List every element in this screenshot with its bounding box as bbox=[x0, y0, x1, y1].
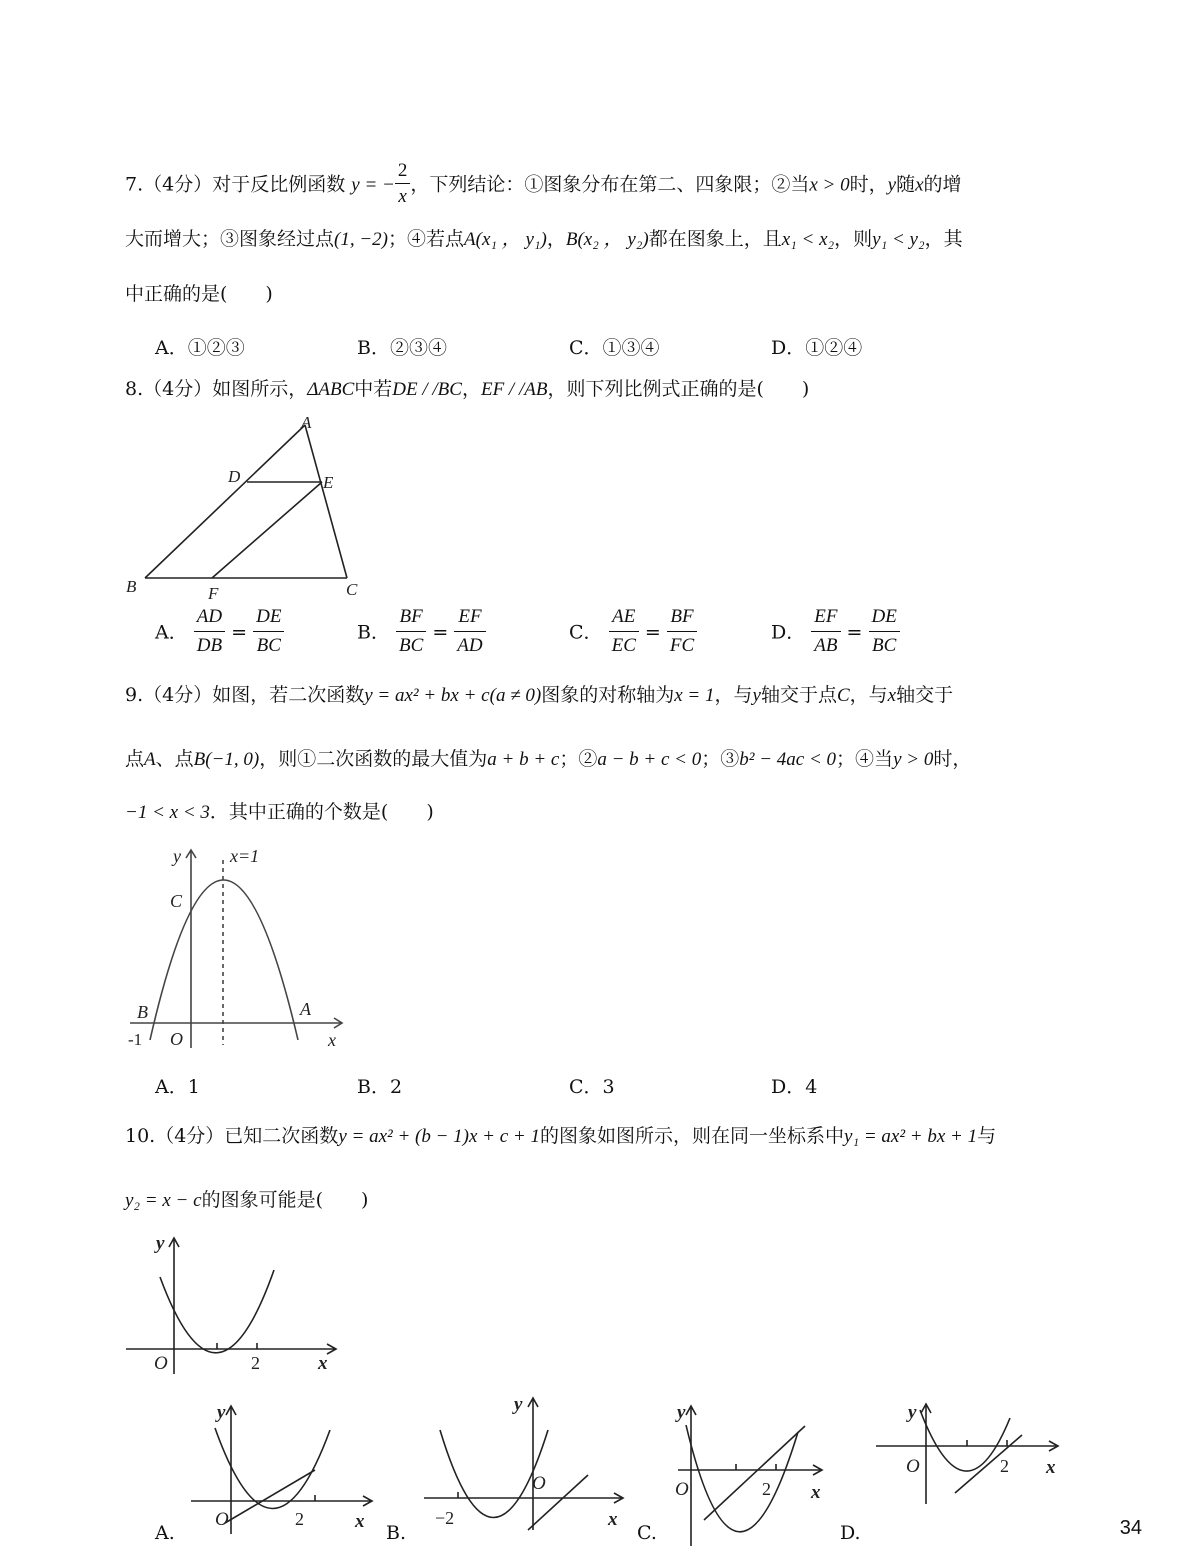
q9-option-c: C．3 bbox=[569, 1076, 615, 1098]
label-x: x bbox=[1046, 1457, 1056, 1478]
q7-option-a: A．①②③ bbox=[155, 337, 245, 359]
label-c: C bbox=[346, 580, 358, 599]
q8-stem: 8.（4分）如图所示，ΔABC中若DE / /BC，EF / /AB，则下列比例式正确的是( ) bbox=[125, 378, 810, 400]
label-y: y bbox=[217, 1402, 226, 1423]
q7-option-c: C．①③④ bbox=[569, 337, 660, 359]
page-number: 34 bbox=[1119, 1517, 1142, 1539]
q8-option-d: D． $\frac{EF}{AB}$ = $\frac{DE}{BC}$ bbox=[771, 608, 900, 659]
q7-option-b: B．②③④ bbox=[357, 337, 447, 359]
label-x: x bbox=[608, 1509, 618, 1530]
label-o: O bbox=[906, 1456, 920, 1477]
label-y: y bbox=[173, 846, 181, 866]
label-a: A bbox=[300, 999, 311, 1019]
q10-option-a-graph bbox=[185, 1398, 380, 1538]
label-tick: 2 bbox=[762, 1479, 771, 1499]
label-tick: 2 bbox=[1000, 1456, 1009, 1476]
q7-line-2: 大而增大；③图象经过点(1, −2)；④若点A(x₁ ， y₁)，B(x₂ ， y₂)都在图象上，且x₁ < x₂，则y₁ < y₂，其 bbox=[125, 228, 963, 250]
label-x: x bbox=[318, 1353, 328, 1374]
label-o: O bbox=[170, 1029, 183, 1049]
q7-line-3: 中正确的是( ) bbox=[125, 283, 273, 305]
label-b: B bbox=[137, 1002, 148, 1022]
q10-line-1: 10.（4分）已知二次函数y = ax² + (b − 1)x + c + 1的图象如图所示，则在同一坐标系中y₁ = ax² + bx + 1与 bbox=[125, 1125, 997, 1147]
q9-parabola-figure bbox=[120, 840, 360, 1055]
label-y: y bbox=[677, 1402, 686, 1423]
q8-option-c: C． $\frac{AE}{EC}$ = $\frac{BF}{FC}$ bbox=[569, 608, 697, 659]
label-e: E bbox=[323, 473, 334, 492]
label-d: D bbox=[228, 467, 241, 486]
q9-option-d: D．4 bbox=[771, 1076, 818, 1098]
q9-line-3: −1 < x < 3．其中正确的个数是( ) bbox=[125, 801, 434, 823]
q10-option-c-graph bbox=[672, 1400, 832, 1550]
label-o: O bbox=[215, 1509, 229, 1530]
q10-option-d-letter: D. bbox=[840, 1522, 861, 1544]
q7-option-d: D．①②④ bbox=[771, 337, 863, 359]
label-f: F bbox=[208, 584, 219, 603]
q9-line-1: 9.（4分）如图，若二次函数y = ax² + bx + c(a ≠ 0)图象的对称轴为x = 1，与y轴交于点C，与x轴交于 bbox=[125, 684, 954, 706]
q10-option-d-graph bbox=[870, 1398, 1070, 1508]
q10-line-2: y₂ = x − c的图象可能是( ) bbox=[125, 1189, 369, 1211]
q9-option-a: A．1 bbox=[155, 1076, 200, 1098]
q10-option-b-graph bbox=[418, 1390, 633, 1535]
q7-fraction: $\frac{2}{x}$ bbox=[395, 161, 411, 206]
q8-triangle-figure bbox=[120, 410, 380, 605]
q10-option-b-letter: B. bbox=[386, 1522, 407, 1544]
label-y: y bbox=[514, 1394, 523, 1415]
q8-option-a: A． $\frac{AD}{DB}$ = $\frac{DE}{BC}$ bbox=[155, 608, 284, 659]
label-tick: 2 bbox=[295, 1509, 304, 1529]
label-axis: x=1 bbox=[230, 846, 260, 866]
q7-line-1: 7.（4分）对于反比例函数 y = − $\frac{2}{x}$ ，下列结论：①图象分布在第二、四象限；②当x > 0时，y随x的增 bbox=[125, 160, 962, 207]
label-o: O bbox=[154, 1353, 168, 1374]
q10-option-c-letter: C. bbox=[637, 1522, 657, 1544]
label-o: O bbox=[532, 1473, 546, 1494]
label-x: x bbox=[811, 1482, 821, 1503]
q9-option-b: B．2 bbox=[357, 1076, 403, 1098]
label-c: C bbox=[170, 891, 183, 911]
q10-option-a-letter: A. bbox=[155, 1522, 175, 1544]
q9-line-2: 点A、点B(−1, 0)，则①二次函数的最大值为a + b + c；②a − b + c < 0；③b² − 4ac < 0；④当y > 0时， bbox=[125, 748, 972, 770]
label-tick: −2 bbox=[435, 1508, 455, 1528]
label-a: A bbox=[301, 413, 312, 432]
label-x: x bbox=[355, 1511, 365, 1532]
label-y: y bbox=[156, 1233, 165, 1254]
label-b: B bbox=[126, 577, 137, 596]
label-y: y bbox=[908, 1402, 917, 1423]
q10-main-graph bbox=[120, 1232, 345, 1377]
label-minus-one: -1 bbox=[128, 1030, 143, 1049]
q8-option-b: B． $\frac{BF}{BC}$ = $\frac{EF}{AD}$ bbox=[357, 608, 486, 659]
label-two: 2 bbox=[251, 1353, 260, 1373]
label-o: O bbox=[675, 1479, 689, 1500]
label-x: x bbox=[328, 1030, 336, 1050]
